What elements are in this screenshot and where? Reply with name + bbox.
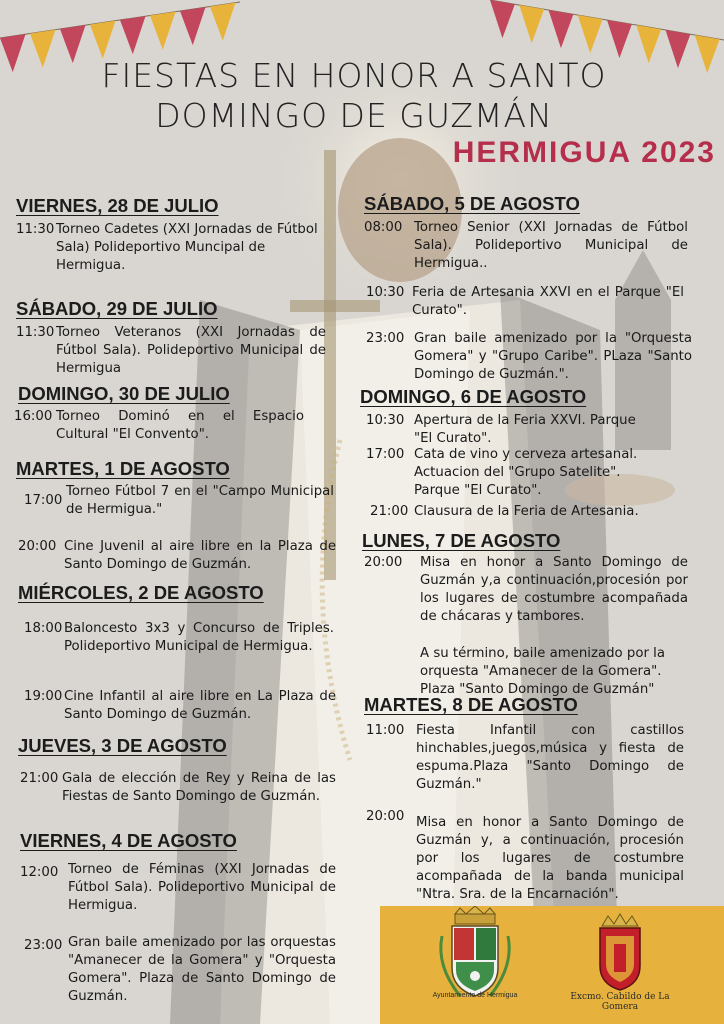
day-heading: MARTES, 8 DE AGOSTO [364,694,578,715]
event-time: 11:30 [16,222,55,237]
event-time: 20:00 [364,555,403,570]
pennant-flag [519,5,544,43]
pennant-flag [490,0,515,38]
event-description: Apertura de la Feria XXVI. Parque "El Curato". [414,413,636,446]
day-heading: LUNES, 7 DE AGOSTO [362,530,561,551]
poster-subtitle: HERMIGUA 2023 [452,136,716,169]
event-time: 12:00 [20,865,59,880]
event-description: Torneo Fútbol 7 en el "Campo Municipal de Hermigua." [66,484,334,517]
hermigua-logo-label: Ayuntamiento de Hermigua [432,992,518,999]
event-time: 08:00 [364,220,403,235]
day-heading: SÁBADO, 29 DE JULIO [16,298,218,319]
event-description: Torneo Cadetes (XXI Jornadas de Fútbol Sala) Polideportivo Muncipal de Hermigua. [56,222,318,273]
event-description: A su término, baile amenizado por la orquesta "Amanecer de la Gomera". Plaza "Santo Domingo de Guzmán" [420,646,666,697]
day-heading: JUEVES, 3 DE AGOSTO [18,735,227,756]
day-heading: DOMINGO, 6 DE AGOSTO [360,386,587,407]
event-description: Fiesta Infantil con castillos hinchables,juegos,música y fiesta de espuma.Plaza "Santo Domingo de Guzmán." [416,723,684,792]
pennant-flag [120,16,146,54]
pennant-flag [90,21,116,59]
sponsor-logos-band [380,906,724,1024]
day-heading: DOMINGO, 30 DE JULIO [18,383,230,404]
event-time: 10:30 [366,413,405,428]
day-heading: SÁBADO, 5 DE AGOSTO [364,193,580,214]
event-time: 16:00 [14,409,53,424]
event-time: 18:00 [24,621,63,636]
day-heading: VIERNES, 4 DE AGOSTO [20,830,237,851]
event-time: 23:00 [366,331,405,346]
pennant-flag [150,12,176,50]
event-time: 11:30 [16,325,55,340]
event-description: Gala de elección de Rey y Reina de las Fiestas de Santo Domingo de Guzmán. [62,771,336,804]
day-heading: VIERNES, 28 DE JULIO [16,195,219,216]
day-heading: MIÉRCOLES, 2 DE AGOSTO [18,582,264,603]
event-description: Clausura de la Feria de Artesania. [414,504,639,519]
event-description: Feria de Artesania XXVI en el Parque "El Curato". [412,285,684,318]
event-description: Cine Infantil al aire libre en La Plaza de Santo Domingo de Guzmán. [64,689,336,722]
event-description: Misa en honor a Santo Domingo de Guzmán y,a continuación,procesión por los lugares de costumbre acompañada de chácaras y tambores. [420,555,688,624]
event-time: 19:00 [24,689,63,704]
event-description: Torneo de Féminas (XXI Jornadas de Fútbol Sala). Polideportivo Municipal de Hermigua. [68,862,336,913]
pennant-flag [210,3,236,41]
event-description: Baloncesto 3x3 y Concurso de Triples. Polideportivo Municipal de Hermigua. [64,621,334,654]
event-time: 23:00 [24,938,63,953]
pennant-flag [578,15,603,53]
event-description: Misa en honor a Santo Domingo de Guzmán y, a continuación, procesión por los lugares de costumbre acompañada de la banda municipal "Ntra. Sra. de la Encarnación". [416,815,684,902]
event-time: 20:00 [366,809,405,824]
event-description: Cine Juvenil al aire libre en la Plaza de Santo Domingo de Guzmán. [64,539,336,572]
event-time: 10:30 [366,285,405,300]
cabildo-logo-label: Excmo. Cabildo de La Gomera [570,992,670,1012]
event-time: 21:00 [20,771,59,786]
poster-title-line2: DOMINGO DE GUZMÁN [155,96,553,135]
event-time: 17:00 [24,493,63,508]
event-description: Torneo Veteranos (XXI Jornadas de Fútbol Sala). Polideportivo Municipal de Hermigua [56,325,326,376]
event-time: 17:00 [366,447,405,462]
event-description: Torneo Senior (XXI Jornadas de Fútbol Sala). Polideportivo Municipal de Hermigua.. [414,220,688,271]
pennant-flag [549,10,574,48]
event-description: Torneo Dominó en el Espacio Cultural "El Convento". [56,409,304,442]
event-description: Gran baile amenizado por la "Orquesta Gomera" y "Grupo Caribe". PLaza "Santo Domingo de Guzmán.". [414,331,692,382]
poster-title-line1: FIESTAS EN HONOR A SANTO [101,56,607,95]
pennant-flag [180,7,206,45]
event-time: 11:00 [366,723,405,738]
day-heading: MARTES, 1 DE AGOSTO [16,458,230,479]
event-time: 20:00 [18,539,57,554]
event-time: 21:00 [370,504,409,519]
event-description: Cata de vino y cerveza artesanal. Actuacion del "Grupo Satelite". Parque "El Curato". [414,447,638,498]
pennant-flag [607,20,632,58]
event-description: Gran baile amenizado por las orquestas "Amanecer de la Gomera" y "Orquesta Gomera". Plaza de Santo Domingo de Guzmán. [68,935,336,1004]
